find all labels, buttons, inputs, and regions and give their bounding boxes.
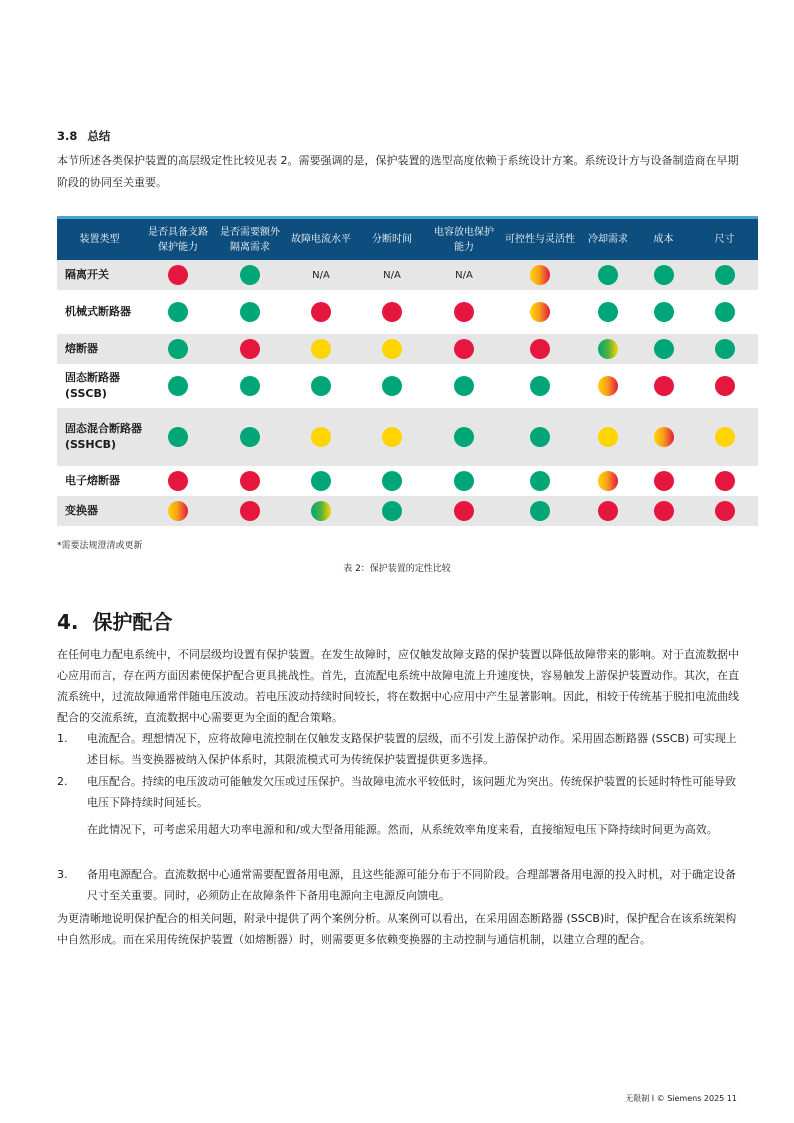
table-row — [57, 466, 758, 496]
rating-cell — [356, 260, 428, 290]
table-row — [57, 408, 758, 466]
rating-orange-yellow-dot-icon — [168, 501, 188, 521]
device-name: 固态断路器 (SSCB) — [65, 371, 120, 400]
device-name: 固态混合断路器 (SSHCB) — [57, 408, 142, 466]
rating-cell — [356, 290, 428, 334]
rating-orange-yellow-dot-icon — [530, 265, 550, 285]
section-number: 3.8 — [57, 129, 78, 143]
rating-yellow-dot-icon — [715, 427, 735, 447]
rating-cell — [500, 260, 580, 290]
rating-cell — [580, 496, 636, 526]
rating-cell — [428, 334, 500, 364]
rating-green-dot-icon — [654, 339, 674, 359]
rating-cell — [356, 408, 428, 466]
rating-green-dot-icon — [530, 376, 550, 396]
rating-cell — [636, 466, 691, 496]
rating-green-dot-icon — [715, 302, 735, 322]
rating-green-dot-icon — [240, 265, 260, 285]
rating-cell — [500, 408, 580, 466]
rating-orange-yellow-dot-icon — [598, 376, 618, 396]
rating-red-dot-icon — [454, 501, 474, 521]
rating-red-dot-icon — [715, 471, 735, 491]
rating-red-dot-icon — [530, 339, 550, 359]
rating-green-yellow-dot-icon — [598, 339, 618, 359]
rating-green-dot-icon — [311, 376, 331, 396]
device-name: 机械式断路器 — [65, 305, 131, 318]
rating-orange-yellow-dot-icon — [530, 302, 550, 322]
column-header: 可控性与灵活性 — [500, 218, 580, 261]
intro-paragraph: 本节所述各类保护装置的高层级定性比较见表 2。需要强调的是，保护装置的选型高度依赖于系统设计方案。系统设计方与设备制造商在早期阶段的协同至关重要。 — [57, 154, 739, 189]
rating-green-dot-icon — [168, 427, 188, 447]
rating-cell — [500, 496, 580, 526]
not-applicable-label: N/A — [312, 270, 330, 281]
rating-cell — [356, 466, 428, 496]
rating-cell — [214, 496, 286, 526]
rating-cell — [636, 290, 691, 334]
rating-cell — [142, 364, 214, 408]
list-item-3-text: 备用电源配合。直流数据中心通常需要配置备用电源，且这些能源可能分布于不同阶段。合理部署备用电源的投入时机，对于确定设备尺寸至关重要。同时，必须防止在故障条件下备用电源向主电源反向馈电。 — [87, 868, 736, 902]
rating-green-dot-icon — [311, 471, 331, 491]
rating-green-dot-icon — [715, 339, 735, 359]
device-name: 电子熔断器 — [65, 474, 120, 487]
rating-cell — [428, 408, 500, 466]
rating-cell — [580, 290, 636, 334]
rating-red-dot-icon — [168, 471, 188, 491]
rating-green-dot-icon — [530, 471, 550, 491]
rating-cell — [142, 290, 214, 334]
rating-orange-yellow-dot-icon — [654, 427, 674, 447]
rating-yellow-dot-icon — [311, 339, 331, 359]
rating-cell — [580, 408, 636, 466]
rating-cell — [286, 364, 356, 408]
table-header-row — [57, 218, 758, 261]
paragraph-2: 为更清晰地说明保护配合的相关问题，附录中提供了两个案例分析。从案例可以看出，在采用固态断路器 (SSCB)时，保护配合在该系统架构中自然形成。而在采用传统保护装置（如熔断器）时，则需要更多依赖变换器的主动控制与通信机制，以建立合理的配合。 — [57, 912, 737, 946]
list-item-1-text: 电流配合。理想情况下，应将故障电流控制在仅触发支路保护装置的层级，而不引发上游保护动作。采用固态断路器 (SSCB) 可实现上述目标。当变换器被纳入保护体系时，其限流模式可为传统保护装置提供更多选择。 — [87, 732, 737, 766]
rating-red-dot-icon — [168, 265, 188, 285]
rating-yellow-dot-icon — [382, 427, 402, 447]
rating-red-dot-icon — [715, 501, 735, 521]
rating-cell — [214, 408, 286, 466]
comparison-table — [57, 216, 758, 526]
rating-green-dot-icon — [382, 471, 402, 491]
rating-cell — [286, 496, 356, 526]
rating-cell — [286, 260, 356, 290]
rating-green-dot-icon — [240, 427, 260, 447]
rating-cell — [214, 364, 286, 408]
rating-cell — [691, 290, 758, 334]
rating-cell — [636, 496, 691, 526]
rating-cell — [214, 334, 286, 364]
table-body — [57, 260, 758, 526]
column-header: 成本 — [636, 218, 691, 261]
rating-green-dot-icon — [168, 302, 188, 322]
rating-cell — [500, 364, 580, 408]
rating-green-dot-icon — [530, 501, 550, 521]
list-item-3-number: 3. — [57, 868, 68, 881]
rating-green-dot-icon — [454, 376, 474, 396]
table-caption: 表 2：保护装置的定性比较 — [343, 564, 451, 574]
not-applicable-label: N/A — [383, 270, 401, 281]
rating-red-dot-icon — [240, 471, 260, 491]
rating-red-dot-icon — [311, 302, 331, 322]
rating-cell — [636, 364, 691, 408]
rating-red-dot-icon — [654, 376, 674, 396]
not-applicable-label: N/A — [455, 270, 473, 281]
device-name: 熔断器 — [57, 334, 142, 364]
rating-red-dot-icon — [598, 501, 618, 521]
rating-cell — [286, 466, 356, 496]
rating-red-dot-icon — [715, 376, 735, 396]
rating-green-dot-icon — [598, 265, 618, 285]
rating-cell — [142, 408, 214, 466]
table-row — [57, 364, 758, 408]
column-header: 是否需要额外隔离需求 — [214, 218, 286, 261]
rating-green-yellow-dot-icon — [311, 501, 331, 521]
table-row — [57, 496, 758, 526]
section-heading — [57, 128, 110, 144]
rating-yellow-dot-icon — [311, 427, 331, 447]
rating-green-dot-icon — [240, 302, 260, 322]
rating-green-dot-icon — [168, 339, 188, 359]
column-header: 装置类型 — [57, 218, 142, 261]
list-item-2-extra: 在此情况下，可考虑采用超大功率电源和和/或大型备用能源。然而，从系统效率角度来看，直接缩短电压下降持续时间更为高效。 — [87, 823, 718, 836]
rating-green-dot-icon — [240, 376, 260, 396]
rating-cell — [691, 334, 758, 364]
rating-red-dot-icon — [454, 302, 474, 322]
rating-cell — [500, 290, 580, 334]
rating-cell — [142, 260, 214, 290]
rating-green-dot-icon — [654, 265, 674, 285]
rating-cell — [691, 466, 758, 496]
rating-cell — [580, 334, 636, 364]
column-header: 故障电流水平 — [286, 218, 356, 261]
rating-cell — [142, 466, 214, 496]
rating-orange-yellow-dot-icon — [598, 471, 618, 491]
rating-green-dot-icon — [454, 471, 474, 491]
rating-red-dot-icon — [240, 501, 260, 521]
rating-cell — [214, 260, 286, 290]
rating-cell — [580, 260, 636, 290]
rating-red-dot-icon — [240, 339, 260, 359]
device-name: 隔离开关 — [57, 260, 142, 290]
rating-cell — [356, 334, 428, 364]
rating-cell — [691, 408, 758, 466]
rating-cell — [286, 408, 356, 466]
rating-cell — [636, 408, 691, 466]
chapter-title: 保护配合 — [92, 610, 173, 634]
rating-green-dot-icon — [654, 302, 674, 322]
column-header: 冷却需求 — [580, 218, 636, 261]
section-title: 总结 — [87, 129, 111, 143]
rating-green-dot-icon — [598, 302, 618, 322]
rating-cell — [691, 260, 758, 290]
rating-cell — [580, 364, 636, 408]
rating-cell — [691, 496, 758, 526]
list-item-1-number: 1. — [57, 732, 68, 745]
rating-yellow-dot-icon — [382, 339, 402, 359]
rating-yellow-dot-icon — [598, 427, 618, 447]
rating-cell — [286, 334, 356, 364]
table-footnote: *需要法规澄清或更新 — [57, 541, 143, 551]
rating-green-dot-icon — [168, 376, 188, 396]
table-row — [57, 260, 758, 290]
rating-cell — [214, 290, 286, 334]
rating-cell — [691, 364, 758, 408]
table-row — [57, 290, 758, 334]
rating-cell — [142, 496, 214, 526]
rating-cell — [214, 466, 286, 496]
rating-cell — [500, 466, 580, 496]
column-header: 是否具备支路保护能力 — [142, 218, 214, 261]
column-header: 电容放电保护能力 — [428, 218, 500, 261]
rating-cell — [636, 334, 691, 364]
rating-green-dot-icon — [454, 427, 474, 447]
list-item-2-number: 2. — [57, 775, 68, 788]
rating-cell — [500, 334, 580, 364]
rating-cell — [428, 496, 500, 526]
rating-cell — [428, 364, 500, 408]
rating-cell — [636, 260, 691, 290]
rating-cell — [356, 364, 428, 408]
table-row — [57, 334, 758, 364]
paragraph-1: 在任何电力配电系统中，不同层级均设置有保护装置。在发生故障时，应仅触发故障支路的保护装置以降低故障带来的影响。对于直流数据中心应用而言，存在两方面因素使保护配合更具挑战性。首先，直流配电系统中故障电流上升速度快，容易触发上游保护装置动作。其次，在直流系统中，过流故障通常伴随电压波动。若电压波动持续时间较长，将在数据中心应用中产生显著影响。因此，相较于传统基于脱扣电流曲线配合的交流系统，直流数据中心需要更为全面的配合策略。 — [57, 648, 739, 724]
rating-cell — [142, 334, 214, 364]
rating-red-dot-icon — [382, 302, 402, 322]
rating-green-dot-icon — [382, 376, 402, 396]
rating-red-dot-icon — [654, 501, 674, 521]
chapter-number: 4. — [57, 610, 79, 634]
rating-green-dot-icon — [715, 265, 735, 285]
rating-cell — [286, 290, 356, 334]
list-item-2-text: 电压配合。持续的电压波动可能触发欠压或过压保护。当故障电流水平较低时，该问题尤为突出。传统保护装置的长延时特性可能导致电压下降持续时间延长。 — [87, 775, 736, 809]
rating-cell — [356, 496, 428, 526]
rating-cell — [428, 466, 500, 496]
device-name: 变换器 — [57, 496, 142, 526]
rating-cell — [580, 466, 636, 496]
rating-cell — [428, 260, 500, 290]
rating-green-dot-icon — [382, 501, 402, 521]
rating-red-dot-icon — [454, 339, 474, 359]
rating-red-dot-icon — [654, 471, 674, 491]
page-footer: 无限制 I © Siemens 2025 11 — [625, 1094, 737, 1103]
column-header: 分断时间 — [356, 218, 428, 261]
chapter-heading — [57, 606, 173, 635]
rating-cell — [428, 290, 500, 334]
column-header: 尺寸 — [691, 218, 758, 261]
rating-green-dot-icon — [530, 427, 550, 447]
